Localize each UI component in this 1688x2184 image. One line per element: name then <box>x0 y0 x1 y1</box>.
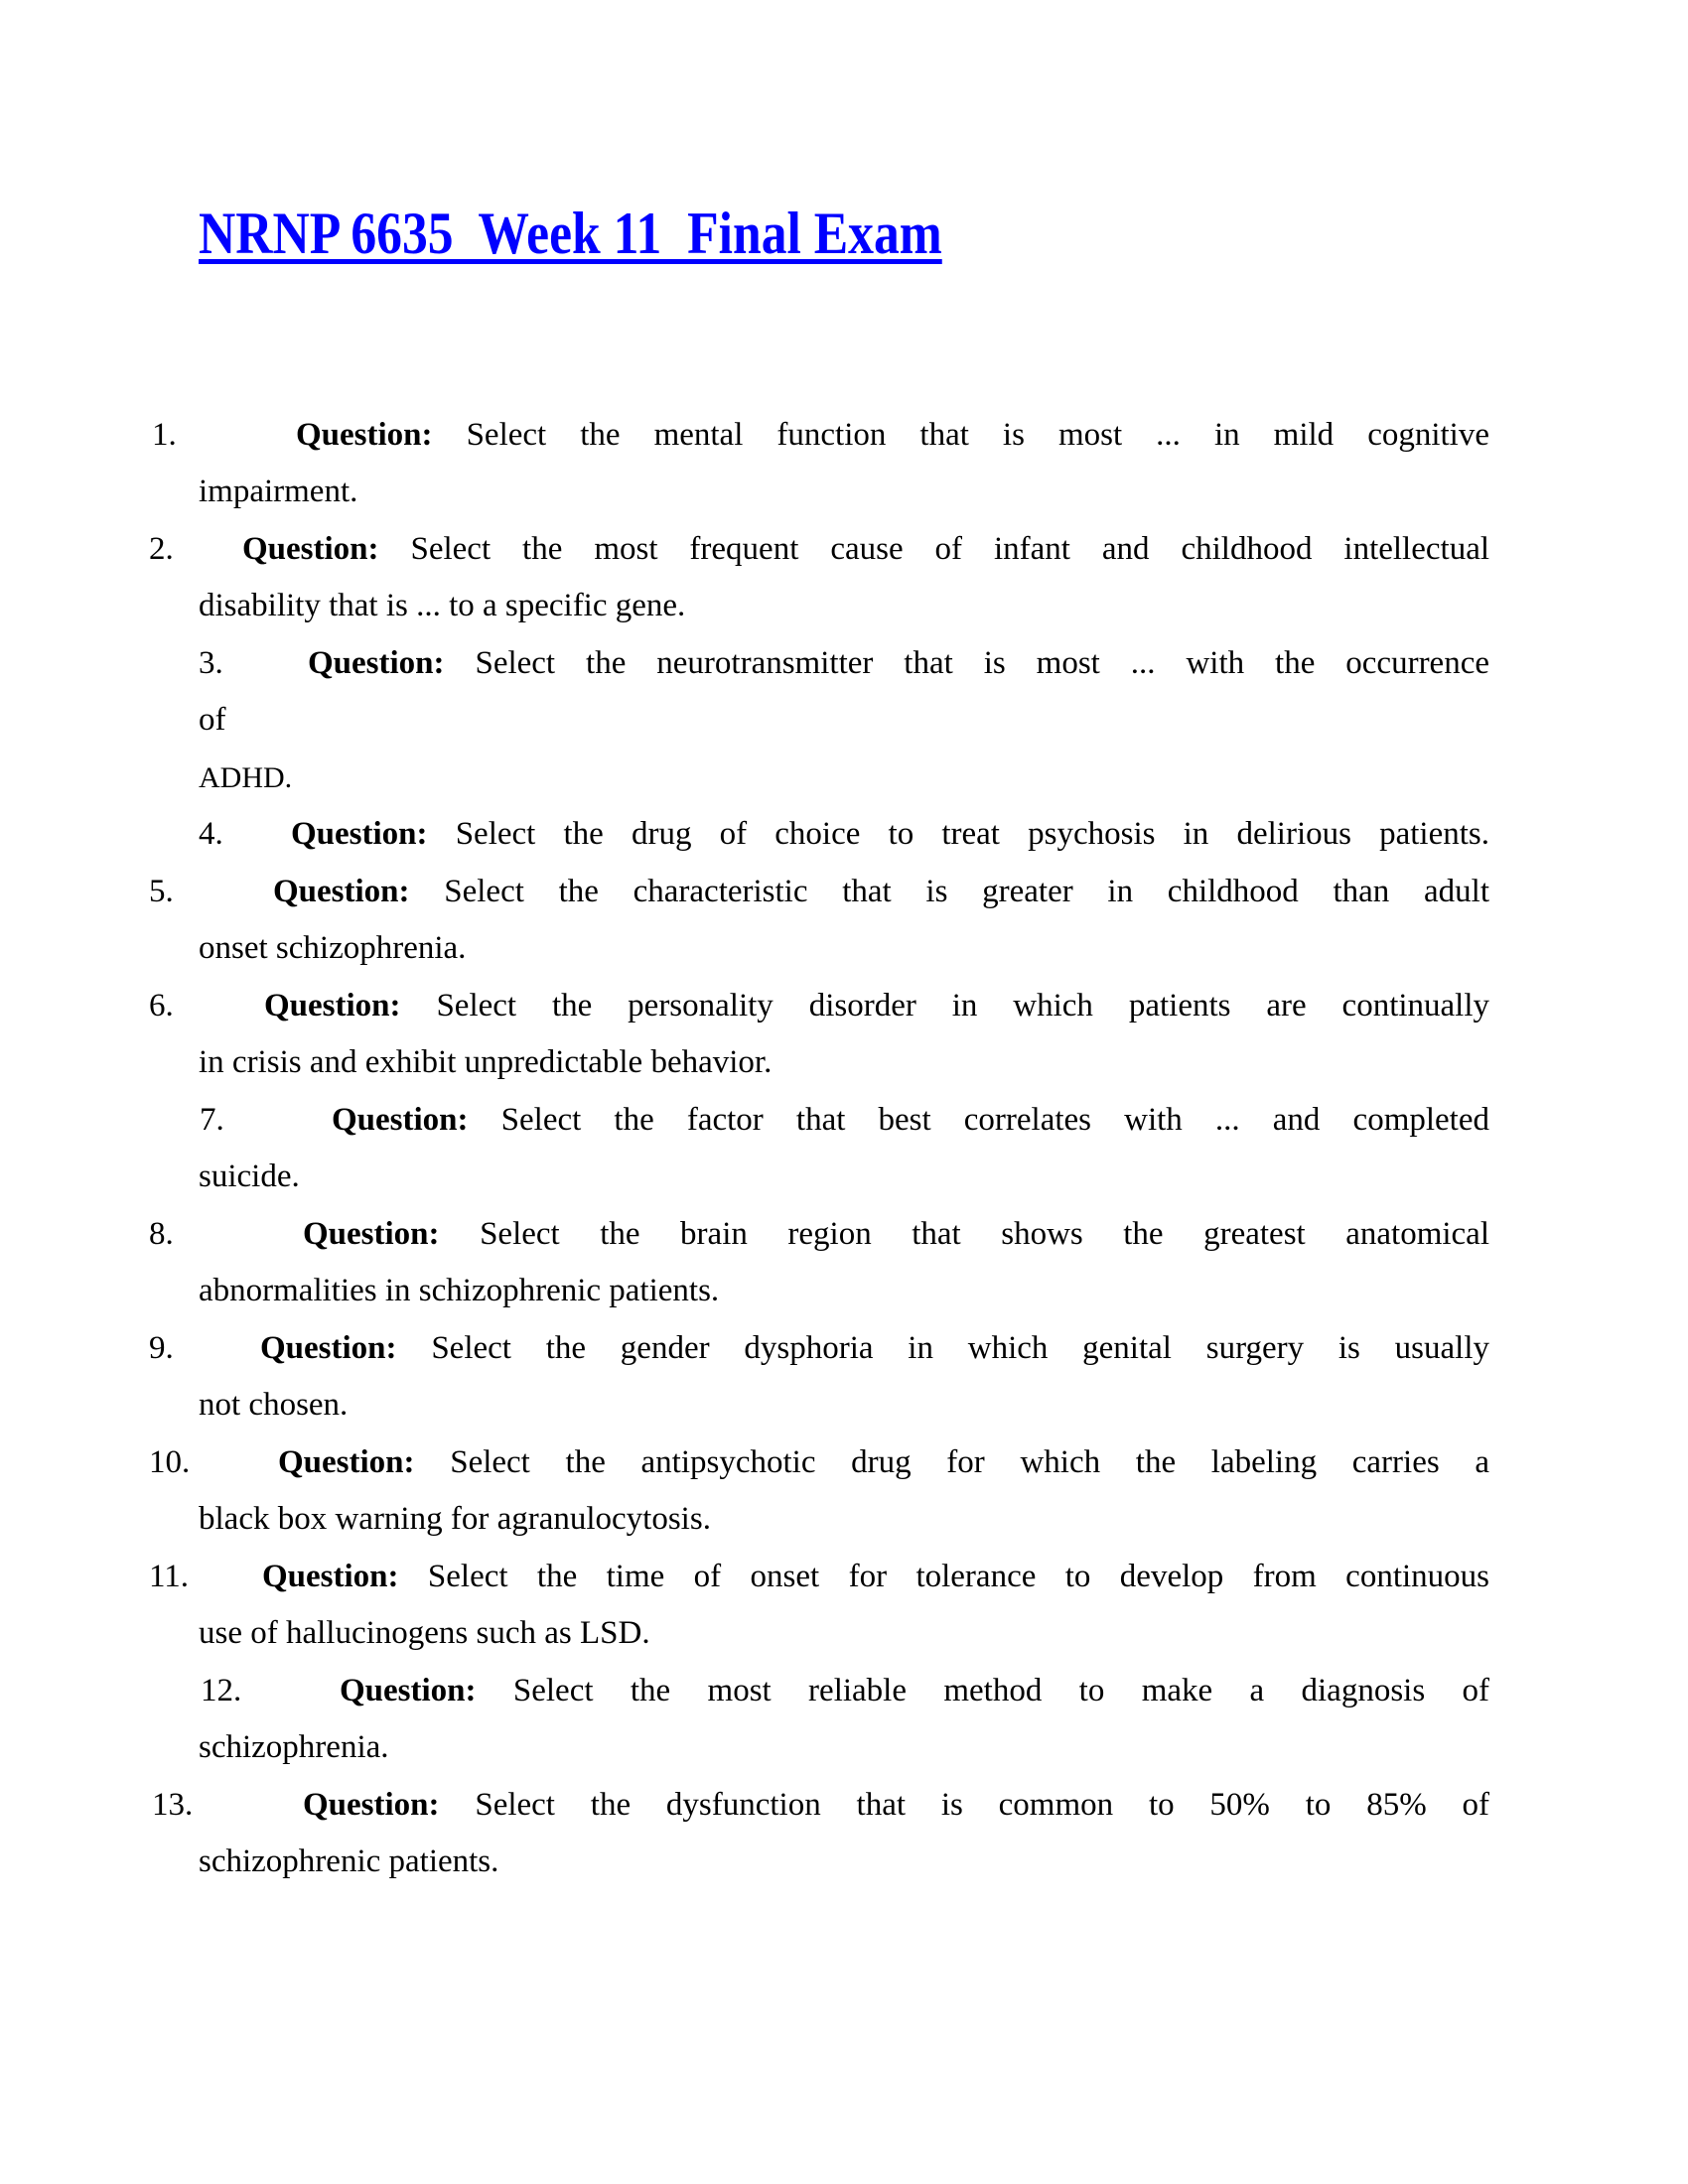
question-label: Question <box>303 1216 429 1252</box>
question-text: Question: Select the neurotransmitter that is most ... with the occurrence <box>308 645 1489 681</box>
question-label: Question <box>273 874 399 909</box>
question-12-continuation: schizophrenia. <box>199 1729 389 1765</box>
question-2-continuation: disability that is ... to a specific gene. <box>199 588 686 623</box>
question-text: Question: Select the time of onset for tolerance to develop from continuous <box>262 1559 1489 1594</box>
question-1-continuation: impairment. <box>199 474 358 509</box>
question-3-continuation: ADHD. <box>199 761 293 794</box>
question-9 <box>0 1332 1688 1365</box>
question-label: Question <box>340 1673 466 1708</box>
question-13 <box>0 1789 1688 1822</box>
question-text: Question: Select the most reliable method to make a diagnosis of <box>340 1673 1490 1708</box>
question-10 <box>0 1446 1688 1479</box>
question-number: 10. <box>149 1444 191 1480</box>
question-label: Question <box>264 988 390 1024</box>
question-6 <box>0 990 1688 1023</box>
question-text: Question: Select the personality disorder in which patients are continually <box>264 988 1490 1024</box>
question-number: 11. <box>149 1559 190 1594</box>
question-number: 12. <box>201 1673 242 1708</box>
question-text: Question: Select the gender dysphoria in which genital surgery is usually <box>260 1330 1490 1366</box>
question-text: Question: Select the brain region that shows the greatest anatomical <box>303 1216 1489 1252</box>
question-label: Question <box>291 816 417 852</box>
question-text: Question: Select the antipsychotic drug for which the labeling carries a <box>278 1444 1490 1480</box>
question-11-continuation: use of hallucinogens such as LSD. <box>199 1615 650 1651</box>
question-3 <box>0 647 1688 680</box>
question-8-continuation: abnormalities in schizophrenic patients. <box>199 1273 720 1308</box>
question-number: 9. <box>149 1330 174 1366</box>
question-text: Question: Select the mental function that is most ... in mild cognitive <box>296 417 1489 453</box>
question-number: 2. <box>149 531 174 567</box>
question-13-continuation: schizophrenic patients. <box>199 1843 499 1879</box>
question-5-continuation: onset schizophrenia. <box>199 930 467 966</box>
question-label: Question <box>242 531 368 567</box>
question-label: Question <box>303 1787 429 1823</box>
question-label: Question <box>332 1102 458 1138</box>
question-label: Question <box>308 645 434 681</box>
question-number: 6. <box>149 988 174 1024</box>
question-5 <box>0 876 1688 908</box>
question-8 <box>0 1218 1688 1251</box>
question-number: 1. <box>152 417 177 453</box>
question-label: Question <box>296 417 422 453</box>
question-text: Question: Select the dysfunction that is common to 50% to 85% of <box>303 1787 1489 1823</box>
question-text: Question: Select the characteristic that is greater in childhood than adult <box>273 874 1490 909</box>
question-3-continuation: of <box>199 702 226 738</box>
question-7-continuation: suicide. <box>199 1159 300 1194</box>
question-number: 5. <box>149 874 174 909</box>
question-label: Question <box>278 1444 404 1480</box>
question-number: 8. <box>149 1216 174 1252</box>
question-text: Question: Select the drug of choice to treat psychosis in delirious patients. <box>291 816 1490 852</box>
question-label: Question <box>262 1559 388 1594</box>
question-9-continuation: not chosen. <box>199 1387 349 1423</box>
question-number: 4. <box>199 816 223 852</box>
question-number: 3. <box>199 645 223 681</box>
question-4 <box>0 818 1688 851</box>
question-text: Question: Select the factor that best correlates with ... and completed <box>332 1102 1489 1138</box>
question-7 <box>0 1104 1688 1137</box>
question-12 <box>0 1675 1688 1707</box>
question-10-continuation: black box warning for agranulocytosis. <box>199 1501 711 1537</box>
question-number: 13. <box>152 1787 194 1823</box>
question-2 <box>0 533 1688 566</box>
question-label: Question <box>260 1330 386 1366</box>
question-text: Question: Select the most frequent cause of infant and childhood intellectual <box>242 531 1490 567</box>
question-number: 7. <box>200 1102 224 1138</box>
document-title[interactable]: NRNP 6635 Week 11 Final Exam <box>199 201 942 266</box>
question-11 <box>0 1561 1688 1593</box>
question-1 <box>0 419 1688 452</box>
question-6-continuation: in crisis and exhibit unpredictable behavior. <box>199 1044 773 1080</box>
